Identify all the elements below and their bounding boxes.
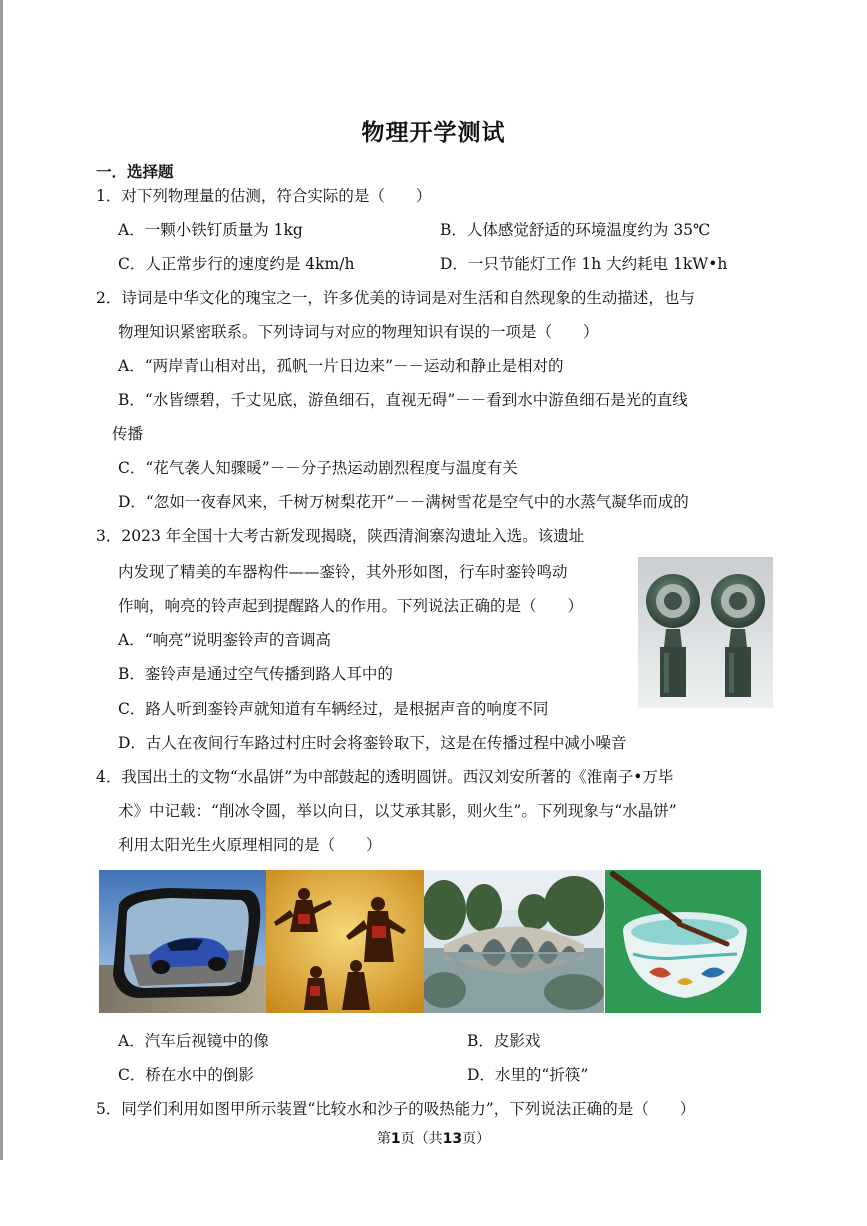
shadow-puppet-photo: [266, 870, 424, 1013]
q1-stem: 1．对下列物理量的估测，符合实际的是（ ）: [96, 187, 432, 205]
footer-suffix: 页）: [462, 1131, 491, 1147]
q1-option-a: A．一颗小铁钉质量为 1kg: [118, 221, 303, 239]
q3-stem-line1: 3．2023 年全国十大考古新发现揭晓，陕西清涧寨沟遗址入选。该遗址: [96, 527, 585, 545]
bridge-reflection-photo: [424, 870, 604, 1013]
q4-stem-line3: 利用太阳光生火原理相同的是（ ）: [118, 836, 382, 854]
q2-stem-line2: 物理知识紧密联系。下列诗词与对应的物理知识有误的一项是（ ）: [118, 323, 599, 341]
q3-stem-line2: 内发现了精美的车器构件——銮铃，其外形如图，行车时銮铃鸣动: [118, 563, 568, 581]
q2-option-b-line2: 传播: [112, 425, 144, 443]
q1-option-c: C．人正常步行的速度约是 4km/h: [118, 255, 355, 273]
q3-option-b: B．銮铃声是通过空气传播到路人耳中的: [118, 665, 393, 683]
rearview-mirror-photo: [99, 870, 266, 1013]
q2-stem-line1: 2．诗词是中华文化的瑰宝之一，许多优美的诗词是对生活和自然现象的生动描述，也与: [96, 289, 695, 307]
page-footer: [0, 1128, 867, 1148]
q2-option-d: D．“忽如一夜春风来，千树万树梨花开”－－满树雪花是空气中的水蒸气凝华而成的: [118, 493, 689, 511]
q3-option-c: C．路人听到銮铃声就知道有车辆经过，是根据声音的响度不同: [118, 700, 549, 718]
q4-stem-line1: 4．我国出土的文物“水晶饼”为中部鼓起的透明圆饼。西汉刘安所著的《淮南子•万毕: [96, 768, 674, 786]
q1-option-d: D．一只节能灯工作 1h 大约耗电 1kW•h: [440, 255, 728, 273]
q4-option-a: A．汽车后视镜中的像: [118, 1032, 269, 1050]
q4-option-d: D．水里的“折筷”: [467, 1066, 589, 1084]
q3-stem-line3: 作响，响亮的铃声起到提醒路人的作用。下列说法正确的是（ ）: [118, 597, 584, 615]
q1-option-b: B．人体感觉舒适的环境温度约为 35℃: [440, 221, 711, 239]
q4-option-b: B．皮影戏: [467, 1032, 541, 1050]
q2-option-b-line1: B．“水皆缥碧，千丈见底，游鱼细石，直视无碍”－－看到水中游鱼细石是光的直线: [118, 391, 688, 409]
q4-option-c: C．桥在水中的倒影: [118, 1066, 254, 1084]
page-left-edge: [0, 0, 3, 1160]
footer-prefix: 第: [376, 1131, 391, 1147]
footer-total-pages: 13: [442, 1131, 463, 1147]
q3-option-a: A．“响亮”说明銮铃声的音调高: [118, 631, 332, 649]
q4-stem-line2: 术》中记载：“削冰令圆，举以向日，以艾承其影，则火生”。下列现象与“水晶饼”: [118, 802, 677, 820]
section-heading: 一．选择题: [96, 163, 174, 181]
luanling-bells-photo: [638, 557, 773, 708]
q5-stem: 5．同学们利用如图甲所示装置“比较水和沙子的吸热能力”，下列说法正确的是（ ）: [96, 1100, 696, 1118]
bent-chopstick-photo: [605, 870, 761, 1013]
footer-page-number: 1: [390, 1131, 401, 1147]
page-title: 物理开学测试: [361, 120, 506, 146]
q3-option-d: D．古人在夜间行车路过村庄时会将銮铃取下，这是在传播过程中减小噪音: [118, 734, 627, 752]
q2-option-a: A．“两岸青山相对出，孤帆一片日边来”－－运动和静止是相对的: [118, 357, 564, 375]
footer-mid: 页（共: [400, 1131, 443, 1147]
q2-option-c: C．“花气袭人知骤暖”－－分子热运动剧烈程度与温度有关: [118, 459, 518, 477]
